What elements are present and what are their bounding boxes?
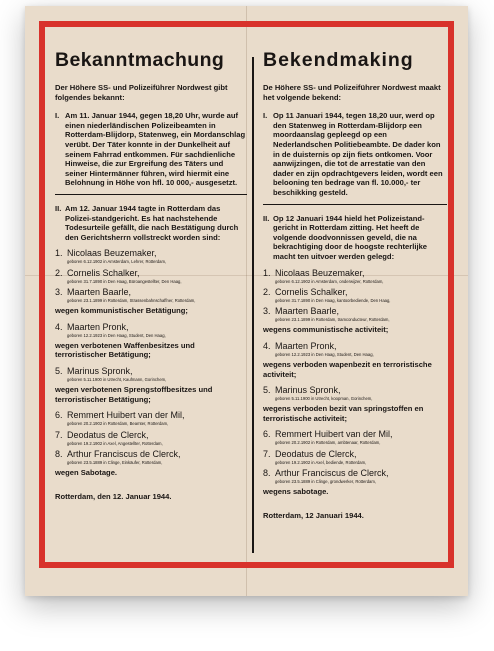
verdict-reason: wegens communistische activiteit; <box>263 325 389 335</box>
person-entry <box>55 366 247 382</box>
german-place-date: Rotterdam, den 12. Januar 1944. <box>55 491 172 501</box>
person-number: 6. <box>263 429 271 440</box>
section-text: Op 11 Januari 1944, tegen 18,20 uur, werd op den Statenweg in Rotterdam-Blijdorp een moordaanslag gepleegd op een Nederlandschen Politiebeambte. De dader kon in de duisternis op zijn fiets ontkomen. Voor aanwijzingen, die tot de arrestatie van den dader en zijn opdrachtgevers leiden, wordt een belooning ten bedrage van fl. 10.000,- ter beschikking gesteld. <box>273 111 443 197</box>
section-text: Am 11. Januar 1944, gegen 18,20 Uhr, wurde auf einen niederländischen Polizeibeamten in Rotterdam-Blijdorp, Statenweg, ein Mordanschlag verübt. Der Täter konnte in der Dunkelheit auf seinem Fahrrad entkommen. Für sachdienliche Hinweise, die zur Ergreifung des Täters und seiner Hintermänner führen, wird hiermit eine Belohnung in Höhe von hfl. 10 000,- ausgesetzt. <box>65 111 246 188</box>
person-name: Remmert Huibert van der Mil, <box>275 429 393 440</box>
person-number: 5. <box>263 385 271 396</box>
person-number: 7. <box>263 448 271 459</box>
section-number: II. <box>263 213 270 223</box>
person-entry <box>263 385 447 401</box>
person-entry <box>55 449 247 465</box>
section-number: I. <box>263 111 268 121</box>
german-title: Bekanntmachung <box>55 49 225 71</box>
dutch-column <box>263 27 447 562</box>
german-column <box>55 27 247 562</box>
red-border-frame <box>39 21 454 568</box>
person-entry <box>263 429 447 445</box>
verdict-reason: wegen kommunistischer Betätigung; <box>55 305 188 315</box>
person-details: geboren 31.7.1890 in Den Haag, Büroangestellter, Den Haag, <box>67 278 182 284</box>
person-details: geboren 23.5.1889 in Clinge, grondwerker, Rotterdam, <box>275 478 377 484</box>
person-number: 8. <box>55 448 63 459</box>
person-details: geboren 12.2.1923 in Den Haag, Student, Den Haag, <box>275 351 374 357</box>
person-name: Nicolaas Beuzemaker, <box>67 248 157 259</box>
person-name: Maarten Pronk, <box>275 340 337 351</box>
person-details: geboren 12.2.1923 in Den Haag, Student, Den Haag, <box>67 332 166 338</box>
person-entry <box>55 430 247 446</box>
verdict-reason: wegen verbotenen Waffenbesitzes und terroristischer Betätigung; <box>55 340 195 360</box>
person-number: 8. <box>263 467 271 478</box>
person-details: geboren 19.2.1902 in Axel, Angestellter, Rotterdam, <box>67 440 163 446</box>
person-name: Maarten Baarle, <box>67 286 132 297</box>
person-name: Deodatus de Clerck, <box>67 429 149 440</box>
section-text: Am 12. Januar 1944 tagte in Rotterdam das Polizei-standgericht. Es hat nachstehende Todesurteile gefällt, die nach Bestätigung durch den Gerichtsherrn vollstreckt worden sind: <box>65 203 239 242</box>
verdict-reason: wegens verboden bezit van springstoffen en terroristische activiteit; <box>263 404 424 423</box>
person-name: Arthur Franciscus de Clerck, <box>67 448 181 459</box>
person-name: Nicolaas Beuzemaker, <box>275 267 365 278</box>
person-entry <box>263 468 447 484</box>
person-entry <box>263 268 447 284</box>
person-number: 1. <box>263 267 271 278</box>
person-number: 2. <box>263 286 271 297</box>
person-details: geboren 31.7.1890 in Den Haag, kantoorbediende, Den Haag, <box>275 297 391 303</box>
person-details: geboren 5.11.1900 in Utrecht, koopman, Gorinchem, <box>275 396 373 402</box>
person-number: 3. <box>263 305 271 316</box>
person-entry <box>263 341 447 357</box>
person-entry <box>55 322 247 338</box>
person-name: Deodatus de Clerck, <box>275 448 357 459</box>
person-name: Cornelis Schalker, <box>67 267 140 278</box>
person-name: Marinus Spronk, <box>67 365 133 376</box>
person-number: 3. <box>55 286 63 297</box>
german-section-1 <box>55 111 247 188</box>
person-entry <box>55 268 247 284</box>
person-number: 6. <box>55 410 63 421</box>
section-separator <box>55 194 247 195</box>
person-entry <box>55 248 247 264</box>
verdict-reason: wegen Sabotage. <box>55 467 118 477</box>
person-details: geboren 19.2.1902 in Axel, bediende, Rotterdam, <box>275 459 367 465</box>
person-name: Maarten Baarle, <box>275 305 340 316</box>
person-number: 2. <box>55 267 63 278</box>
person-name: Maarten Pronk, <box>67 321 129 332</box>
person-number: 7. <box>55 429 63 440</box>
person-entry <box>263 449 447 465</box>
dutch-title: Bekendmaking <box>263 49 414 71</box>
person-name: Remmert Huibert van der Mil, <box>67 410 185 421</box>
person-details: geboren 20.2.1902 in Rotterdam, Beamter, Rotterdam, <box>67 421 169 427</box>
german-intro: Der Höhere SS- und Polizeiführer Nordwest gibt folgendes bekannt: <box>55 83 228 102</box>
person-number: 4. <box>263 340 271 351</box>
verdict-reason: wegens sabotage. <box>263 487 329 497</box>
person-entry <box>263 306 447 322</box>
section-text: Op 12 Januari 1944 hield het Polizeistand-gericht in Rotterdam zitting. Het heeft de volgende doodvonnissen geveld, die na bekrachtiging door de hoogste rechterlijke macht ten uitvoer werden gelegd: <box>273 213 428 261</box>
person-details: geboren 23.1.1899 in Rotterdam, Strassenbahnschaffner, Rotterdam, <box>67 297 196 303</box>
person-details: geboren 6.12.1902 in Amsterdam, Lehrer, Rotterdam, <box>67 259 167 265</box>
person-entry <box>263 287 447 303</box>
dutch-section-2 <box>263 214 447 262</box>
section-separator <box>263 204 447 205</box>
poster <box>25 6 468 596</box>
verdict-reason: wegen verbotenen Sprengstoffbesitzes und terroristischer Betätigung; <box>55 385 213 404</box>
dutch-intro: De Höhere SS- und Polizeiführer Nordwest maakt het volgende bekend: <box>263 83 441 102</box>
person-number: 4. <box>55 321 63 332</box>
person-entry <box>55 410 247 426</box>
column-divider <box>252 57 254 553</box>
section-number: II. <box>55 203 62 213</box>
person-details: geboren 23.1.1899 in Rotterdam, tramconducteur, Rotterdam, <box>275 316 390 322</box>
person-entry <box>55 287 247 303</box>
person-details: geboren 23.5.1889 in Clinge, Einkäufer, Rotterdam, <box>67 459 163 465</box>
person-name: Marinus Spronk, <box>275 385 341 396</box>
person-details: geboren 20.2.1902 in Rotterdam, ambtenaar, Rotterdam, <box>275 440 381 446</box>
dutch-section-1 <box>263 111 447 197</box>
person-number: 5. <box>55 365 63 376</box>
german-section-2 <box>55 204 247 242</box>
person-name: Cornelis Schalker, <box>275 286 348 297</box>
person-number: 1. <box>55 248 63 259</box>
section-number: I. <box>55 111 60 121</box>
person-details: geboren 5.11.1900 in Utrecht, Kaufmann, Gorinchem, <box>67 376 167 382</box>
verdict-reason: wegens verboden wapenbezit en terroristische activiteit; <box>263 359 432 379</box>
person-details: geboren 6.12.1902 in Amsterdam, onderwijzer, Rotterdam, <box>275 278 384 284</box>
dutch-place-date: Rotterdam, 12 Januari 1944. <box>263 510 364 520</box>
person-name: Arthur Franciscus de Clerck, <box>275 467 389 478</box>
